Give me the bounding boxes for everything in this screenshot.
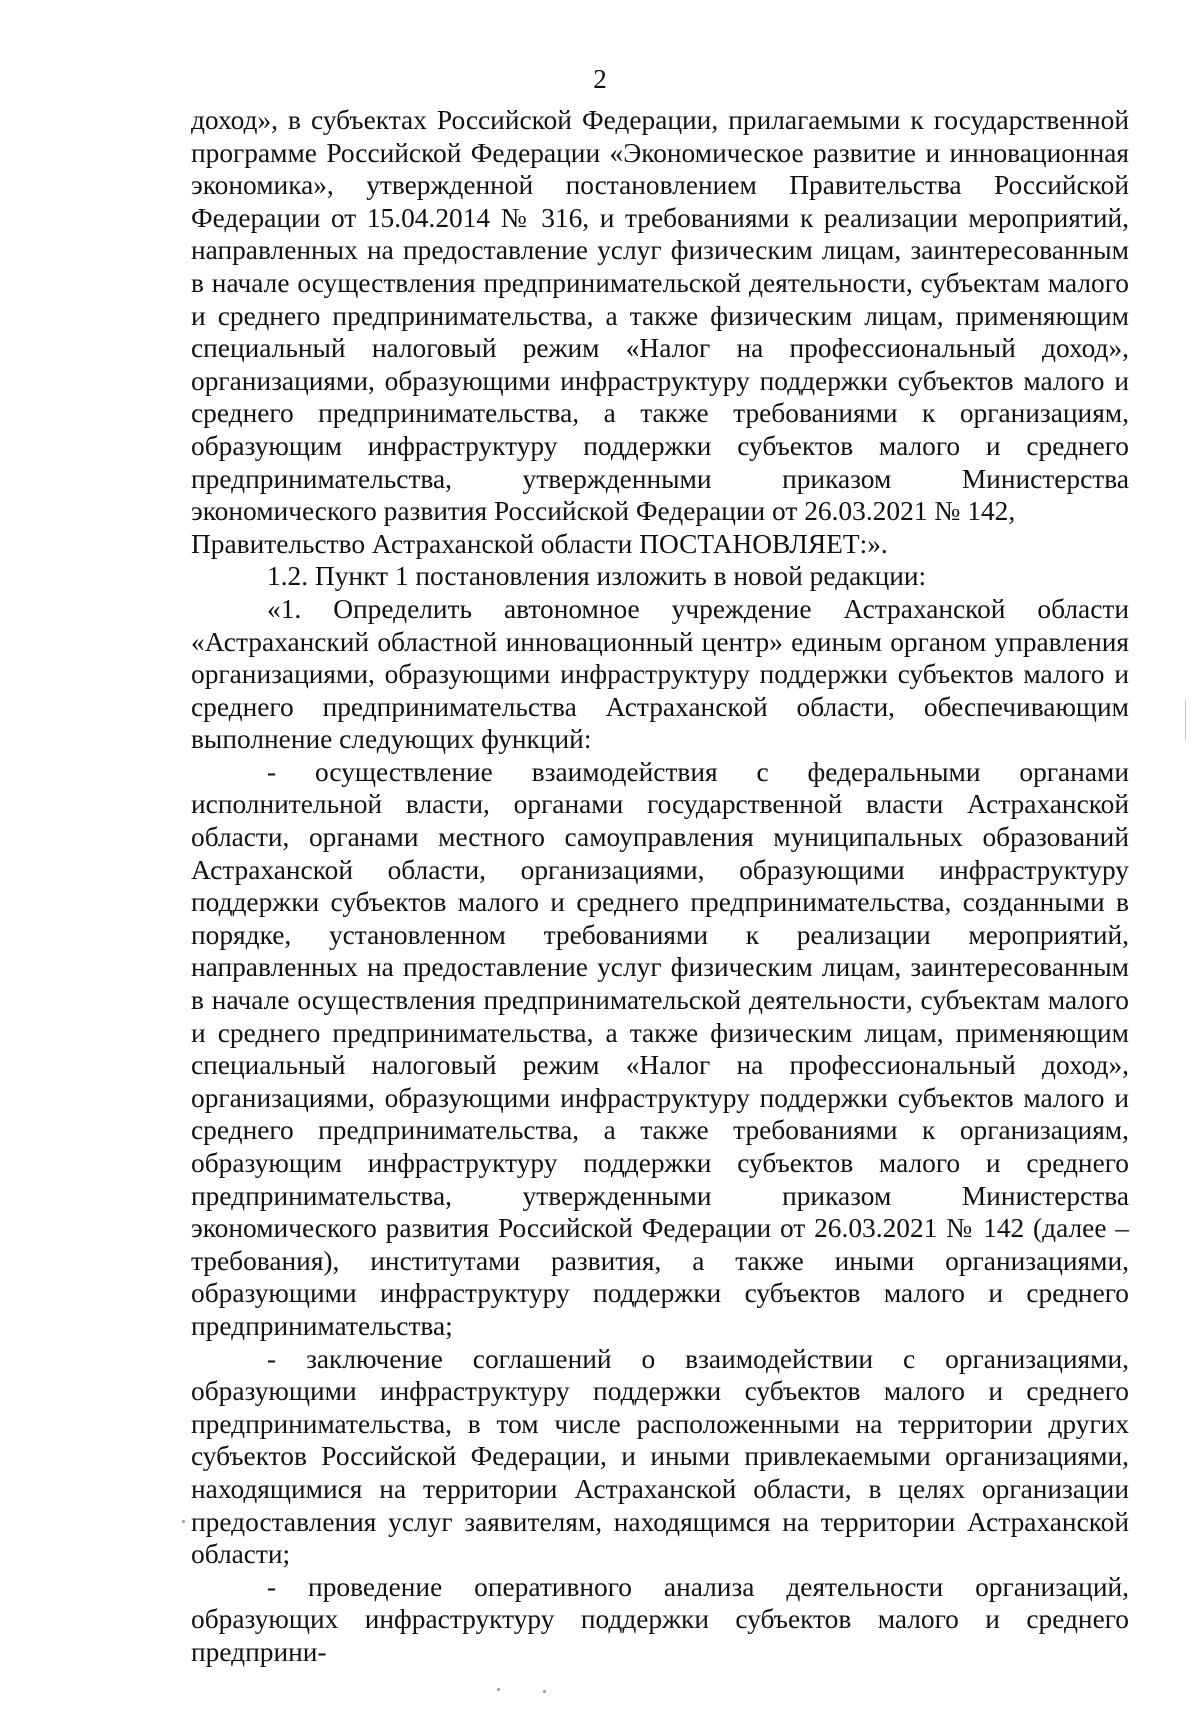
paragraph-item-1-2: 1.2. Пункт 1 постановления изложить в новой редакции:: [267, 561, 927, 592]
document-body: [191, 104, 1129, 1669]
paragraph-function-interaction: - осуществление взаимодействия с федеральными органами исполнительной власти, органами государственной власти Астраханской области, органами местного самоуправления муниципальных образований Астраханской области, организациями, образующими инфраструктуру поддержки субъектов малого и среднего предпринимательства, созданными в порядке, установленном требованиями к реализации мероприятий, направленных на предоставление услуг физическим лицам, заинтересованным в начале осуществления предпринимательской деятельности, субъектам малого и среднего предпринимательства, а также физическим лицам, применяющим специальный налоговый режим «Налог на профессиональный доход», организациями, образующими инфраструктуру поддержки субъектов малого и среднего предпринимательства, а также требованиями к организациям, образующим инфраструктуру поддержки субъектов малого и среднего предпринимательства, утвержденными приказом Министерства экономического развития Российской Федерации от 26.03.2021 № 142 (далее – требования), институтами развития, а также иными организациями, образующими инфраструктуру поддержки субъектов малого и среднего предпринимательства;: [191, 756, 1129, 1341]
paragraph-function-analysis: - проведение оперативного анализа деятельности организаций, образующих инфраструктуру поддержки субъектов малого и среднего предприни-: [191, 1571, 1129, 1667]
page-number: 2: [593, 64, 607, 94]
scan-edge-mark: [1185, 700, 1186, 740]
paragraph-resolution: Правительство Астраханской области ПОСТАНОВЛЯЕТ:».: [191, 528, 888, 559]
scan-dot: [543, 1690, 546, 1693]
paragraph-preamble-continuation: доход», в субъектах Российской Федерации, прилагаемыми к государственной программе Российской Федерации «Экономическое развитие и инновационная экономика», утвержденной постановлением Правительства Российской Федерации от 15.04.2014 № 316, и требованиями к реализации мероприятий, направленных на предоставление услуг физическим лицам, заинтересованным в начале осуществления предпринимательской деятельности, субъектам малого и среднего предпринимательства, а также физическим лицам, применяющим специальный налоговый режим «Налог на профессиональный доход», организациями, образующими инфраструктуру поддержки субъектов малого и среднего предпринимательства, а также требованиями к организациям, образующим инфраструктуру поддержки субъектов малого и среднего предпринимательства, утвержденными приказом Министерства экономического развития Российской Федерации от 26.03.2021 № 142,: [191, 105, 1129, 527]
scan-dot: [497, 1688, 500, 1691]
scan-dot: [182, 1520, 185, 1523]
paragraph-function-agreements: - заключение соглашений о взаимодействии с организациями, образующими инфраструктуру поддержки субъектов малого и среднего предпринимательства, в том числе расположенными на территории других субъектов Российской Федерации, и иными привлекаемыми организациями, находящимися на территории Астраханской области, в целях организации предоставления услуг заявителям, находящимся на территории Астраханской области;: [191, 1343, 1129, 1570]
paragraph-clause-1: «1. Определить автономное учреждение Астраханской области «Астраханский областной инновационный центр» единым органом управления организациями, образующими инфраструктуру поддержки субъектов малого и среднего предпринимательства Астраханской области, обеспечивающим выполнение следующих функций:: [191, 593, 1129, 755]
